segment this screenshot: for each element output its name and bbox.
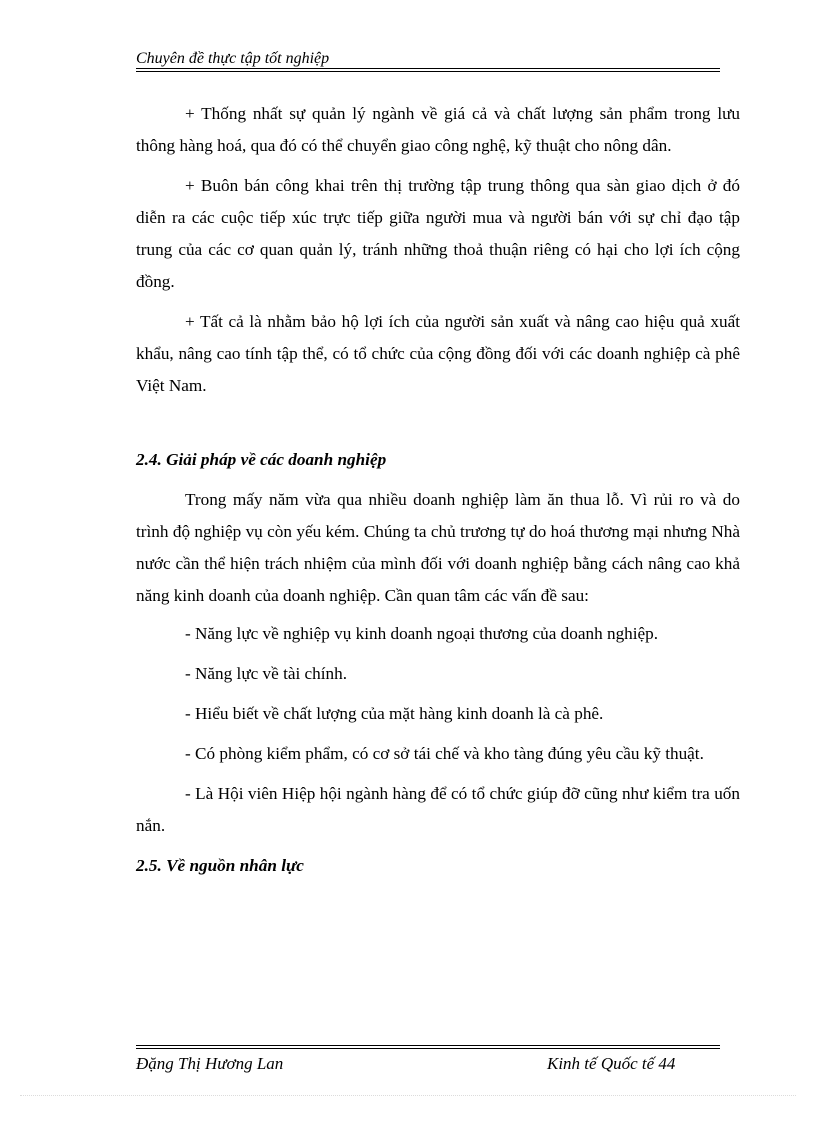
page-header-title: Chuyên đề thực tập tốt nghiệp bbox=[136, 50, 330, 67]
list-item: - Năng lực về nghiệp vụ kinh doanh ngoại thương của doanh nghiệp. bbox=[185, 624, 659, 643]
paragraph-protect-producers: + Tất cả là nhằm bảo hộ lợi ích của người sản xuất và nâng cao hiệu quả xuất khẩu, nâng cao tính tập thể, có tổ chức của cộng đồng đối với các doanh nghiệp cà phê Việt Nam. bbox=[136, 312, 740, 395]
section-heading-human-resources: 2.5. Về nguồn nhân lực bbox=[136, 856, 304, 875]
footer-author: Đặng Thị Hương Lan bbox=[136, 1054, 284, 1073]
paragraph-public-trading: + Buôn bán công khai trên thị trường tập trung thông qua sàn giao dịch ở đó diễn ra các cuộc tiếp xúc trực tiếp giữa người mua và người bán với sự chỉ đạo tập trung của các cơ quan quản lý, tránh những thoả thuận riêng có hại cho lợi ích cộng đồng. bbox=[136, 176, 740, 291]
paragraph-unified-management: + Thống nhất sự quản lý ngành về giá cả và chất lượng sản phẩm trong lưu thông hàng hoá, qua đó có thể chuyển giao công nghệ, kỹ thuật cho nông dân. bbox=[136, 104, 740, 155]
document-body bbox=[136, 98, 740, 890]
list-item: - Hiểu biết về chất lượng của mặt hàng kinh doanh là cà phê. bbox=[185, 704, 604, 723]
page-edge bbox=[20, 1095, 796, 1096]
list-item: - Năng lực về tài chính. bbox=[185, 664, 348, 683]
list-item: - Có phòng kiểm phẩm, có cơ sở tái chế và kho tàng đúng yêu cầu kỹ thuật. bbox=[185, 744, 704, 763]
header-rule-double bbox=[136, 71, 720, 72]
paragraph-enterprises-losses: Trong mấy năm vừa qua nhiều doanh nghiệp làm ăn thua lỗ. Vì rủi ro và do trình độ nghiệp vụ còn yếu kém. Chúng ta chủ trương tự do hoá thương mại nhưng Nhà nước cần thể hiện trách nhiệm của mình đối với doanh nghiệp bằng cách nâng cao khả năng kinh doanh của doanh nghiệp. Cần quan tâm các vấn đề sau: bbox=[136, 490, 740, 605]
footer-class: Kinh tế Quốc tế 44 bbox=[547, 1054, 676, 1073]
list-item: - Là Hội viên Hiệp hội ngành hàng để có tổ chức giúp đỡ cũng như kiểm tra uốn nắn. bbox=[136, 784, 740, 835]
footer-rule bbox=[136, 1045, 720, 1046]
footer-rule-double bbox=[136, 1048, 720, 1049]
section-heading-enterprises: 2.4. Giải pháp về các doanh nghiệp bbox=[136, 450, 387, 469]
header-rule bbox=[136, 68, 720, 69]
